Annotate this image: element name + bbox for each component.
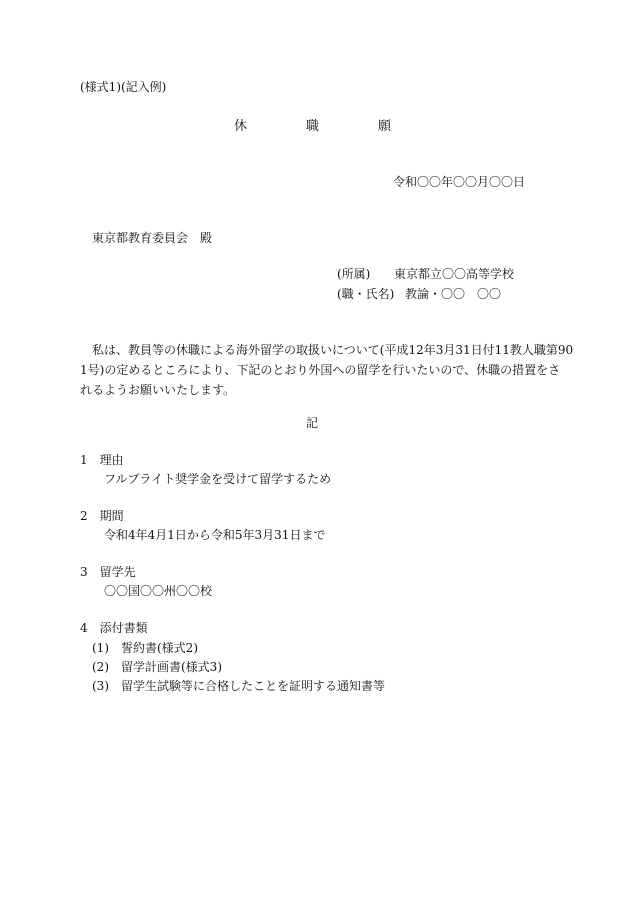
attachment-item: (3) 留学生試験等に合格したことを証明する通知書等	[92, 679, 386, 693]
body-line: 1号)の定めるところにより、下記のとおり外国への留学を行いたいので、休職の措置をさ	[80, 363, 561, 377]
title-char-3: 願	[378, 119, 392, 134]
ki-heading: 記	[306, 416, 319, 430]
section-content: 〇〇国〇〇州〇〇校	[104, 584, 213, 598]
form-label: (様式1)(記入例)	[80, 80, 167, 94]
application-date: 令和〇〇年〇〇月〇〇日	[393, 175, 526, 189]
section-heading: 2 期間	[80, 509, 124, 523]
attachment-item: (1) 誓約書(様式2)	[92, 641, 198, 655]
body-line: れるようお願いいたします。	[80, 383, 236, 397]
title-char-2: 職	[306, 119, 320, 134]
attachment-item: (2) 留学計画書(様式3)	[92, 660, 222, 674]
section-heading: 4 添付書類	[80, 621, 148, 635]
affiliation-value: 東京都立〇〇高等学校	[394, 267, 515, 281]
name-value: 教論・〇〇 〇〇	[405, 287, 502, 301]
section-heading: 1 理由	[80, 453, 124, 467]
body-line: 私は、教員等の休職による海外留学の取扱いについて(平成12年3月31日付11教人職第90	[92, 343, 574, 357]
section-content: 令和4年4月1日から令和5年3月31日まで	[104, 528, 326, 542]
section-content: フルブライト奨学金を受けて留学するため	[104, 472, 332, 486]
title-char-1: 休	[234, 119, 248, 134]
name-label: (職・氏名)	[337, 287, 395, 301]
section-heading: 3 留学先	[80, 565, 136, 579]
addressee: 東京都教育委員会 殿	[92, 231, 213, 245]
affiliation-label: (所属)	[337, 267, 371, 281]
